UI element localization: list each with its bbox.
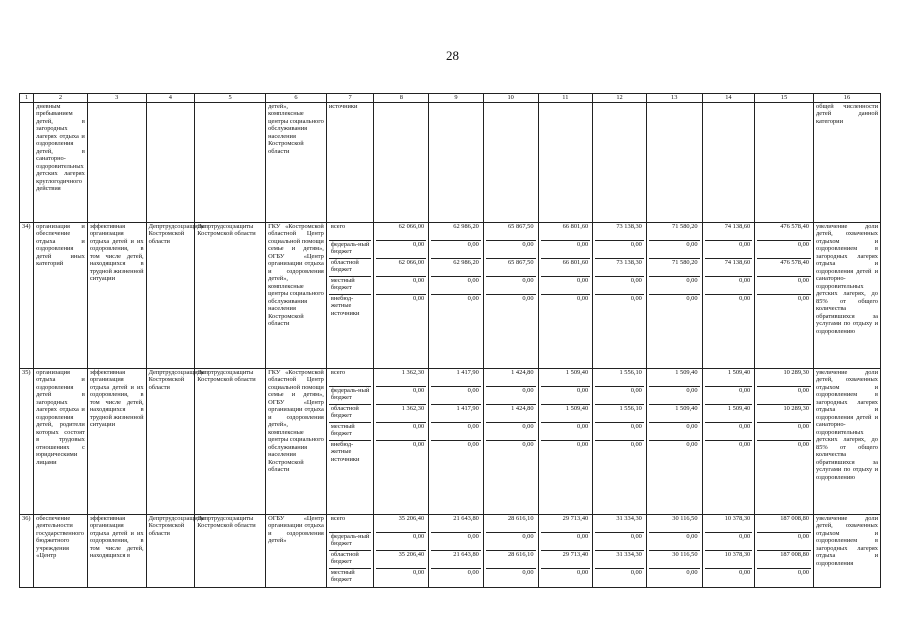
amount-local: 0,00 (577, 568, 589, 576)
amount-local: 0,00 (686, 568, 698, 576)
amount-local: 0,00 (431, 277, 481, 295)
amount-regional: 10 289,30 (757, 405, 811, 423)
amount-regional: 1 424,80 (486, 405, 536, 423)
amount-local: 0,00 (705, 423, 753, 441)
row-amount-column (646, 368, 702, 514)
header-cell: 11 (538, 94, 593, 103)
amount-offbudget: 0,00 (522, 440, 534, 448)
amount-total: 62 066,00 (376, 223, 426, 241)
row-participants: ГКУ «Костромской областной Центр социальной помощи семье и детям», ОГБУ «Центр организации отдыха и оздоровления детей», комплексные центры социального обслуживания населения Костромской области (266, 368, 327, 514)
amount-regional: 31 334,30 (595, 551, 644, 569)
row-amount-column (646, 222, 702, 368)
amount-offbudget: 0,00 (739, 294, 751, 302)
amount-federal: 0,00 (431, 387, 481, 405)
amount-offbudget: 0,00 (686, 440, 698, 448)
row-amount-column (593, 222, 647, 368)
amount-local: 0,00 (486, 277, 536, 295)
source-label-local: местный бюджет (330, 568, 355, 583)
amount-federal: 0,00 (757, 533, 811, 551)
row-sources (326, 514, 374, 587)
source-label-federal: федераль-ный бюджет (329, 533, 372, 551)
header-cell: 16 (814, 94, 881, 103)
amount-total: 10 378,30 (705, 515, 753, 533)
cont-source: источники (326, 102, 374, 222)
row-amount-column (755, 514, 814, 587)
cont-result: общей численности детей данной категории (814, 102, 881, 222)
row-sources (326, 222, 374, 368)
amount-total: 476 578,40 (757, 223, 811, 241)
source-label-federal: федераль-ный бюджет (329, 387, 372, 405)
amount-federal: 0,00 (705, 241, 753, 259)
amount-federal: 0,00 (649, 241, 700, 259)
amount-local: 0,00 (541, 277, 591, 295)
header-cell: 1 (20, 94, 34, 103)
amount-federal: 0,00 (595, 241, 644, 259)
amount-local: 0,00 (522, 568, 534, 576)
amount-total: 1 509,40 (541, 369, 591, 387)
amount-federal: 0,00 (541, 387, 591, 405)
amount-offbudget: 0,00 (739, 440, 751, 448)
row-number: 34) (20, 222, 34, 368)
page-number: 28 (446, 48, 459, 63)
amount-regional: 62 986,20 (431, 259, 481, 277)
row-amount-column (429, 222, 484, 368)
row-result: увеличение доли детей, охваченных отдыхом и оздоровлением в загородных лагерях отдыха и оздоровления детей и санаторно-оздоровительных детских лагерях, до 85% от общего количества обратившихся за услугами по отдыху и оздоровлению (814, 222, 881, 368)
program-table (19, 93, 881, 588)
header-cell: 12 (593, 94, 647, 103)
amount-federal: 0,00 (705, 533, 753, 551)
source-label-total: всего (329, 515, 372, 533)
amount-regional: 71 580,20 (649, 259, 700, 277)
amount-regional: 10 378,30 (705, 551, 753, 569)
row-sources (326, 368, 374, 514)
amount-regional: 28 616,10 (486, 551, 536, 569)
amount-local: 0,00 (486, 423, 536, 441)
source-label-offbudget: внебюд-жетные источники (330, 294, 360, 317)
amount-regional: 29 713,40 (541, 551, 591, 569)
row-amount-column (374, 514, 429, 587)
amount-offbudget: 0,00 (797, 440, 809, 448)
amount-regional: 1 417,90 (431, 405, 481, 423)
source-label-local: местный бюджет (329, 423, 372, 441)
row-amount-column (538, 222, 593, 368)
amount-total: 65 867,50 (486, 223, 536, 241)
amount-offbudget: 0,00 (412, 440, 425, 448)
amount-local: 0,00 (467, 568, 479, 576)
amount-federal: 0,00 (757, 387, 811, 405)
row-amount-column (483, 368, 538, 514)
amount-regional: 30 116,50 (649, 551, 700, 569)
source-label-local: местный бюджет (329, 277, 372, 295)
amount-local: 0,00 (412, 568, 425, 576)
row-amount-column (429, 514, 484, 587)
amount-regional: 65 867,50 (486, 259, 536, 277)
row-criterion: эффективная организация отдыха детей и их оздоровления, в том числе детей, находящихся в трудной жизненной ситуации (87, 222, 146, 368)
table-row (20, 222, 881, 368)
row-result: увеличение доли детей, охваченных отдыхом и оздоровлением в загородных лагерях отдыха и оздоровления (814, 514, 881, 587)
amount-total: 62 986,20 (431, 223, 481, 241)
continuation-row (20, 102, 881, 222)
amount-total: 35 206,40 (376, 515, 426, 533)
table-row (20, 368, 881, 514)
header-row (20, 94, 881, 103)
amount-regional: 187 008,80 (757, 551, 811, 569)
row-criterion: эффективная организация отдыха детей и их оздоровления, в том числе детей, находящихся в (87, 514, 146, 587)
amount-regional: 1 509,40 (541, 405, 591, 423)
row-coexecutor: Депртрудсоцзащиты Костромской области (195, 368, 266, 514)
amount-local: 0,00 (376, 423, 426, 441)
source-label-regional: областной бюджет (329, 551, 372, 569)
header-cell: 9 (429, 94, 484, 103)
amount-federal: 0,00 (541, 241, 591, 259)
header-cell: 2 (34, 94, 88, 103)
row-criterion: эффективная организация отдыха детей и их оздоровления, в том числе детей, находящихся в трудной жизненной ситуации (87, 368, 146, 514)
amount-regional: 1 509,40 (705, 405, 753, 423)
row-responsible: Депртрудсоцзащиты Костромской области (146, 514, 195, 587)
row-amount-column (483, 222, 538, 368)
amount-local: 0,00 (797, 568, 809, 576)
amount-federal: 0,00 (649, 533, 700, 551)
amount-regional: 35 206,40 (376, 551, 426, 569)
amount-federal: 0,00 (431, 533, 481, 551)
cont-name: дневным пребыванием детей, в загородных лагерях отдыха и оздоровления детей, в санаторно-оздоровительных детских лагерях круглогодичного действия (34, 102, 88, 222)
amount-federal: 0,00 (757, 241, 811, 259)
amount-local: 0,00 (630, 568, 642, 576)
amount-total: 31 334,30 (595, 515, 644, 533)
header-cell: 14 (702, 94, 755, 103)
amount-federal: 0,00 (376, 387, 426, 405)
amount-total: 1 424,80 (486, 369, 536, 387)
amount-total: 74 138,60 (705, 223, 753, 241)
amount-offbudget: 0,00 (522, 294, 534, 302)
amount-local: 0,00 (431, 423, 481, 441)
amount-regional: 66 801,60 (541, 259, 591, 277)
amount-federal: 0,00 (376, 241, 426, 259)
amount-offbudget: 0,00 (797, 294, 809, 302)
amount-total: 66 801,60 (541, 223, 591, 241)
header-cell: 6 (266, 94, 327, 103)
amount-federal: 0,00 (649, 387, 700, 405)
source-label-offbudget: внебюд-жетные источники (330, 440, 360, 463)
amount-total: 1 417,90 (431, 369, 481, 387)
row-activity-name: организация и обеспечение отдыха и оздоровления детей иных категорий (34, 222, 88, 368)
amount-local: 0,00 (595, 423, 644, 441)
row-participants: ОГБУ «Центр организации отдыха и оздоровления детей» (266, 514, 327, 587)
amount-federal: 0,00 (595, 387, 644, 405)
amount-local: 0,00 (739, 568, 751, 576)
amount-federal: 0,00 (376, 533, 426, 551)
header-cell: 8 (374, 94, 429, 103)
amount-total: 73 138,30 (595, 223, 644, 241)
row-responsible: Депртрудсоцзащиты Костромской области (146, 222, 195, 368)
amount-offbudget: 0,00 (412, 294, 425, 302)
cont-participants: детей», комплексные центры социального обслуживания населения Костромской области (266, 102, 327, 222)
row-amount-column (702, 222, 755, 368)
amount-offbudget: 0,00 (630, 440, 642, 448)
amount-total: 29 713,40 (541, 515, 591, 533)
amount-regional: 62 066,00 (376, 259, 426, 277)
amount-regional: 73 138,30 (595, 259, 644, 277)
amount-total: 1 556,10 (595, 369, 644, 387)
header-cell: 5 (195, 94, 266, 103)
row-result: увеличение доли детей, охваченных отдыхом и оздоровлением в загородных лагерях отдыха и оздоровления детей и санаторно-оздоровительных детских лагерях, до 85% от общего количества обратившихся за услугами по отдыху и оздоровлению (814, 368, 881, 514)
amount-total: 1 509,40 (705, 369, 753, 387)
amount-total: 71 580,20 (649, 223, 700, 241)
row-amount-column (593, 368, 647, 514)
row-amount-column (374, 368, 429, 514)
header-cell: 15 (755, 94, 814, 103)
header-cell: 4 (146, 94, 195, 103)
amount-local: 0,00 (541, 423, 591, 441)
row-number: 35) (20, 368, 34, 514)
row-amount-column (755, 368, 814, 514)
amount-local: 0,00 (376, 277, 426, 295)
amount-offbudget: 0,00 (467, 294, 479, 302)
row-amount-column (646, 514, 702, 587)
row-amount-column (702, 514, 755, 587)
amount-offbudget: 0,00 (686, 294, 698, 302)
header-cell: 7 (326, 94, 374, 103)
amount-local: 0,00 (705, 277, 753, 295)
row-amount-column (593, 514, 647, 587)
amount-federal: 0,00 (486, 533, 536, 551)
header-cell: 3 (87, 94, 146, 103)
source-label-regional: областной бюджет (329, 259, 372, 277)
amount-federal: 0,00 (431, 241, 481, 259)
amount-federal: 0,00 (486, 241, 536, 259)
amount-federal: 0,00 (541, 533, 591, 551)
amount-regional: 1 362,30 (376, 405, 426, 423)
row-amount-column (702, 368, 755, 514)
table-row (20, 514, 881, 587)
header-cell: 13 (646, 94, 702, 103)
amount-regional: 1 556,10 (595, 405, 644, 423)
source-label-regional: областной бюджет (329, 405, 372, 423)
amount-total: 187 008,80 (757, 515, 811, 533)
row-amount-column (538, 368, 593, 514)
row-amount-column (755, 222, 814, 368)
amount-local: 0,00 (649, 423, 700, 441)
amount-regional: 1 509,40 (649, 405, 700, 423)
amount-total: 28 616,10 (486, 515, 536, 533)
amount-local: 0,00 (649, 277, 700, 295)
amount-regional: 476 578,40 (757, 259, 811, 277)
amount-offbudget: 0,00 (630, 294, 642, 302)
amount-local: 0,00 (757, 423, 811, 441)
amount-offbudget: 0,00 (577, 440, 589, 448)
amount-federal: 0,00 (595, 533, 644, 551)
source-label-total: всего (329, 369, 372, 387)
amount-offbudget: 0,00 (467, 440, 479, 448)
amount-local: 0,00 (757, 277, 811, 295)
amount-total: 30 116,50 (649, 515, 700, 533)
source-label-total: всего (329, 223, 372, 241)
row-amount-column (429, 368, 484, 514)
amount-federal: 0,00 (705, 387, 753, 405)
amount-local: 0,00 (595, 277, 644, 295)
amount-regional: 21 643,80 (431, 551, 481, 569)
source-label-federal: федераль-ный бюджет (329, 241, 372, 259)
amount-total: 1 362,30 (376, 369, 426, 387)
amount-regional: 74 138,60 (705, 259, 753, 277)
row-amount-column (483, 514, 538, 587)
row-amount-column (538, 514, 593, 587)
amount-total: 21 643,80 (431, 515, 481, 533)
row-coexecutor: Депртрудсоцзащиты Костромской области (195, 514, 266, 587)
amount-total: 1 509,40 (649, 369, 700, 387)
header-cell: 10 (483, 94, 538, 103)
amount-federal: 0,00 (486, 387, 536, 405)
row-number: 36) (20, 514, 34, 587)
row-responsible: Депртрудсоцзащиты Костромской области (146, 368, 195, 514)
amount-total: 10 289,30 (757, 369, 811, 387)
row-amount-column (374, 222, 429, 368)
row-participants: ГКУ «Костромской областной Центр социальной помощи семье и детям», ОГБУ «Центр организации отдыха и оздоровления детей», комплексные центры социального обслуживания населения Костромской области (266, 222, 327, 368)
row-activity-name: обеспечение деятельности государственного бюджетного учреждения «Центр (34, 514, 88, 587)
row-activity-name: организация отдыха и оздоровления детей в загородных лагерях отдыха и оздоровления детей, родители которых состоят в трудовых отношениях с юридическими лицами (34, 368, 88, 514)
amount-offbudget: 0,00 (577, 294, 589, 302)
row-coexecutor: Депртрудсоцзащиты Костромской области (195, 222, 266, 368)
